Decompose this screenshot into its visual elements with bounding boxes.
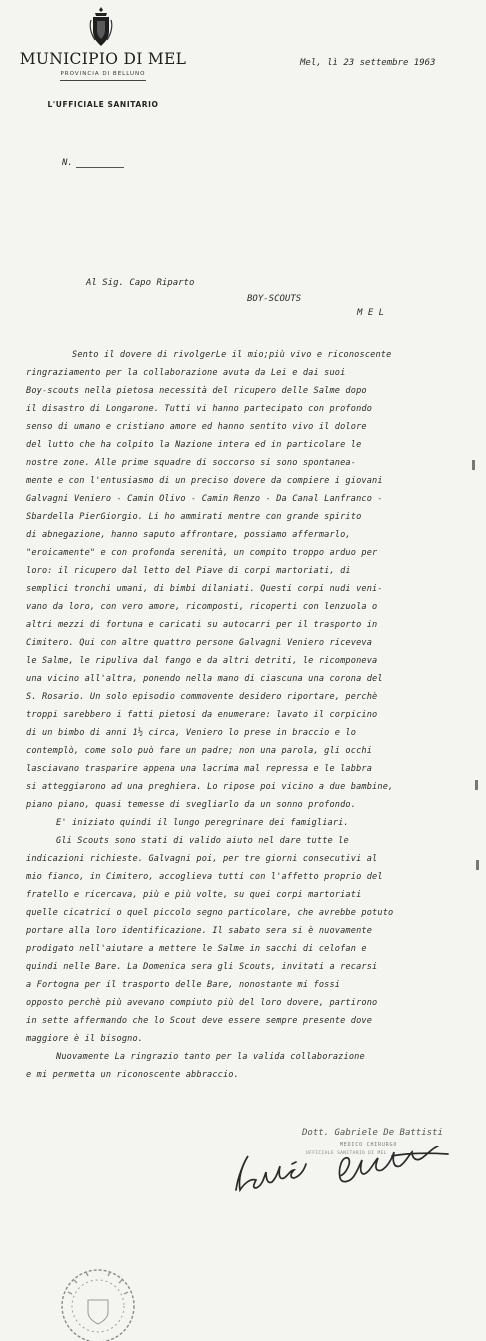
scan-edge-mark <box>475 780 478 790</box>
body-line: del lutto che ha colpito la Nazione intera ed in particolare le <box>26 440 362 450</box>
doctor-stamp-title: MEDICO CHIRURGO <box>340 1142 398 1148</box>
body-line: di abnegazione, hanno saputo affrontare, possiamo affermarlo, <box>26 530 351 540</box>
body-line: una vicino all'altra, ponendo nella mano di ciascuna una corona del <box>26 674 383 684</box>
body-line: Cimitero. Qui con altre quattro persone Galvagni Veniero riceveva <box>26 638 373 648</box>
dateline: Mel, lì 23 settembre 1963 <box>300 58 436 68</box>
body-line: vano da loro, con vero amore, ricomposti, ricoperti con lenzuola o <box>26 602 378 612</box>
municipality-name: MUNICIPIO DI MEL <box>19 50 187 68</box>
scan-edge-mark <box>476 860 479 870</box>
header-divider <box>60 80 146 81</box>
body-line: Sbardella PierGiorgio. Li ho ammirati mentre con grande spirito <box>26 512 362 522</box>
body-line: Boy-scouts nella pietosa necessità del ricupero delle Salme dopo <box>26 386 367 396</box>
body-line: lasciavano trasparire appena una lacrima mal repressa e le labbra <box>26 764 373 774</box>
body-line: loro: il ricupero dal letto del Piave di corpi martoriati, di <box>26 566 351 576</box>
body-line: il disastro di Longarone. Tutti vi hanno partecipato con profondo <box>26 404 373 414</box>
body-line: le Salme, le ripuliva dal fango e da altri detriti, le ricomponeva <box>26 656 378 666</box>
office-title: L'UFFICIALE SANITARIO <box>47 100 159 109</box>
recipient-line-3: M E L <box>357 308 385 318</box>
protocol-number-line <box>76 167 124 168</box>
body-line: maggiore è il bisogno. <box>26 1034 144 1044</box>
body-line: portare alla loro identificazione. Il sabato sera si è nuovamente <box>26 926 373 936</box>
body-line: Nuovamente La ringrazio tanto per la valida collaborazione <box>56 1052 365 1062</box>
body-line: e mi permetta un riconoscente abbraccio. <box>26 1070 239 1080</box>
scan-edge-mark <box>472 460 475 470</box>
municipal-crest-icon <box>88 6 114 48</box>
body-line: opposto perchè più avevano compiuto più del loro dovere, partirono <box>26 998 378 1008</box>
body-line: E' iniziato quindi il lungo peregrinare dei famigliari. <box>56 818 349 828</box>
body-line: senso di umano e cristiano amore ed hanno sentito vivo il dolore <box>26 422 367 432</box>
body-line: quelle cicatrici o quel piccolo segno particolare, che avrebbe potuto <box>26 908 394 918</box>
recipient-line-2: BOY-SCOUTS <box>247 294 302 304</box>
body-line: "eroicamente" e con profonda serenità, un compito troppo arduo per <box>26 548 378 558</box>
body-line: mente e con l'entusiasmo di un preciso dovere da compiere i giovani <box>26 476 383 486</box>
body-line: indicazioni richieste. Galvagni poi, per tre giorni consecutivi al <box>26 854 378 864</box>
body-line: ringraziamento per la collaborazione avuta da Lei e dai suoi <box>26 368 346 378</box>
body-line: troppi sarebbero i fatti pietosi da enumerare: lavato il corpicino <box>26 710 378 720</box>
recipient-line-1: Al Sig. Capo Riparto <box>86 278 195 288</box>
body-line: contemplò, come solo può fare un padre; non una parola, gli occhi <box>26 746 373 756</box>
province-name: PROVINCIA DI BELLUNO <box>60 71 146 77</box>
body-line: nostre zone. Alle prime squadre di soccorso si sono spontanea- <box>26 458 357 468</box>
body-line: fratello e ricercava, più e più volte, su quei corpi martoriati <box>26 890 362 900</box>
body-line: Galvagni Veniero - Camin Olivo - Camin Renzo - Da Canal Lanfranco - <box>26 494 383 504</box>
body-line: altri mezzi di fortuna e caricati su autocarri per il trasporto in <box>26 620 378 630</box>
body-line: di un bimbo di anni 1½ circa, Veniero lo prese in braccio e lo <box>26 728 357 738</box>
body-line: mio fianco, in Cimitero, accoglieva tutti con l'affetto proprio del <box>26 872 383 882</box>
body-line: a Fortogna per il trasporto delle Bare, nonostante mi fossi <box>26 980 341 990</box>
body-line: piano piano, quasi temesse di svegliarlo da un sonno profondo. <box>26 800 357 810</box>
body-line: si atteggiarono ad una preghiera. Lo ripose poi vicino a due bambine, <box>26 782 394 792</box>
handwritten-signature <box>222 1146 484 1202</box>
body-line: semplici tronchi umani, di bimbi dilaniati. Questi corpi nudi veni- <box>26 584 383 594</box>
protocol-number-label: N. <box>62 158 73 168</box>
doctor-stamp-name: Dott. Gabriele De Battisti <box>302 1128 443 1138</box>
municipal-seal-icon <box>54 1262 142 1341</box>
body-line: Sento il dovere di rivolgerLe il mio;più vivo e riconoscente <box>72 350 392 360</box>
body-line: in sette affermando che lo Scout deve essere sempre presente dove <box>26 1016 373 1026</box>
body-line: Gli Scouts sono stati di valido aiuto nel dare tutte le <box>56 836 349 846</box>
body-line: prodigato nell'aiutare a mettere le Salme in sacchi di celofan e <box>26 944 367 954</box>
body-line: S. Rosario. Un solo episodio commovente desidero riportare, perchè <box>26 692 378 702</box>
doctor-stamp-office: UFFICIALE SANITARIO DI MEL <box>306 1151 387 1156</box>
body-line: quindi nelle Bare. La Domenica sera gli Scouts, invitati a recarsi <box>26 962 378 972</box>
